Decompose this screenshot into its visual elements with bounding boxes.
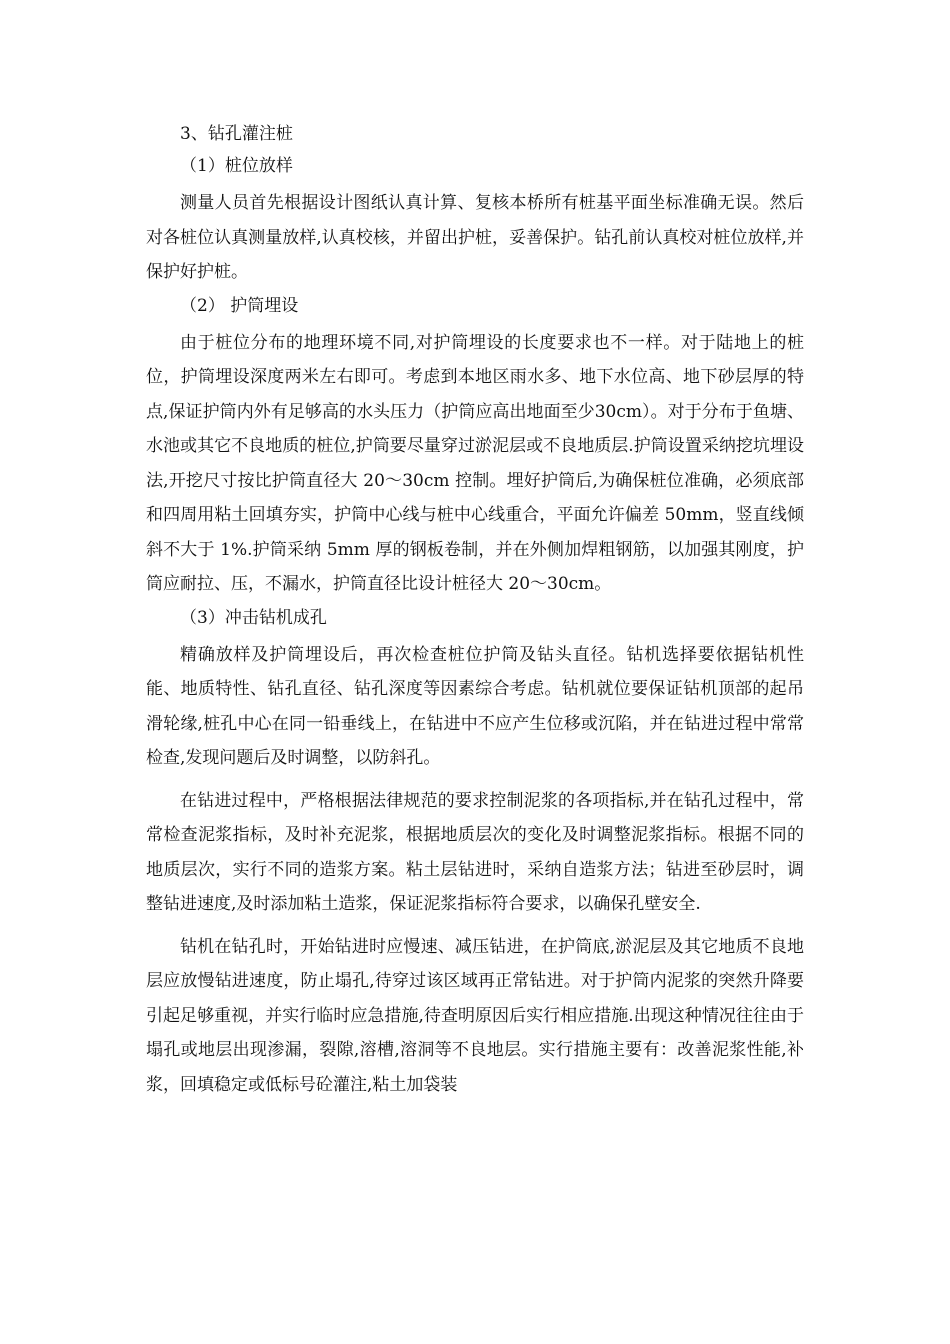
paragraph-casing: 由于桩位分布的地理环境不同,对护筒埋设的长度要求也不一样。对于陆地上的桩位，护筒埋设深度两米左右即可。考虑到本地区雨水多、地下水位高、地下砂层厚的特点,保证护筒内外有足够高的水头压力（护筒应高出地面至少30cm）。对于分布于鱼塘、水池或其它不良地质的桩位,护筒要尽量穿过淤泥层或不良地质层.护筒设置采纳挖坑埋设法,开挖尺寸按比护筒直径大 20～30cm 控制。埋好护筒后,为确保桩位准确，必须底部和四周用粘土回填夯实，护筒中心线与桩中心线重合，平面允许偏差 50mm，竖直线倾斜不大于 1%.护筒采纳 5mm 厚的钢板卷制，并在外侧加焊粗钢筋，以加强其刚度，护筒应耐拉、压，不漏水，护筒直径比设计桩径大 20～30cm。	[146, 332, 804, 594]
section-heading: 3、钻孔灌注桩	[180, 124, 293, 144]
paragraph-mud-control: 在钻进过程中，严格根据法律规范的要求控制泥浆的各项指标,并在钻孔过程中，常常检查泥浆指标，及时补充泥浆，根据地质层次的变化及时调整泥浆指标。根据不同的地质层次，实行不同的造浆方案。粘土层钻进时，采纳自造浆方法；钻进至砂层时，调整钻进速度,及时添加粘土造浆，保证泥浆指标符合要求，以确保孔壁安全.	[146, 790, 804, 914]
paragraph-drilling-notes: 钻机在钻孔时，开始钻进时应慢速、减压钻进，在护筒底,淤泥层及其它地质不良地层应放慢钻进速度，防止塌孔,待穿过该区域再正常钻进。对于护筒内泥浆的突然升降要引起足够重视，并实行临时应急措施,待查明原因后实行相应措施.出现这种情况往往由于塌孔或地层出现渗漏，裂隙,溶槽,溶洞等不良地层。实行措施主要有：改善泥浆性能,补浆，回填稳定或低标号砼灌注,粘土加袋装	[146, 936, 804, 1095]
paragraph-drilling: 精确放样及护筒埋设后，再次检查桩位护筒及钻头直径。钻机选择要依据钻机性能、地质特性、钻孔直径、钻孔深度等因素综合考虑。钻机就位要保证钻机顶部的起吊滑轮缘,桩孔中心在同一铅垂线上，在钻进中不应产生位移或沉陷，并在钻进过程中常常检查,发现问题后及时调整，以防斜孔。	[146, 644, 804, 768]
subheading-drilling: （3）冲击钻机成孔	[180, 607, 327, 628]
paragraph-pile-layout: 测量人员首先根据设计图纸认真计算、复核本桥所有桩基平面坐标准确无误。然后对各桩位认真测量放样,认真校核，并留出护桩，妥善保护。钻孔前认真校对桩位放样,并保护好护桩。	[146, 193, 804, 282]
subheading-pile-layout: （1）桩位放样	[180, 156, 293, 176]
subheading-casing: （2） 护筒埋设	[180, 295, 299, 316]
